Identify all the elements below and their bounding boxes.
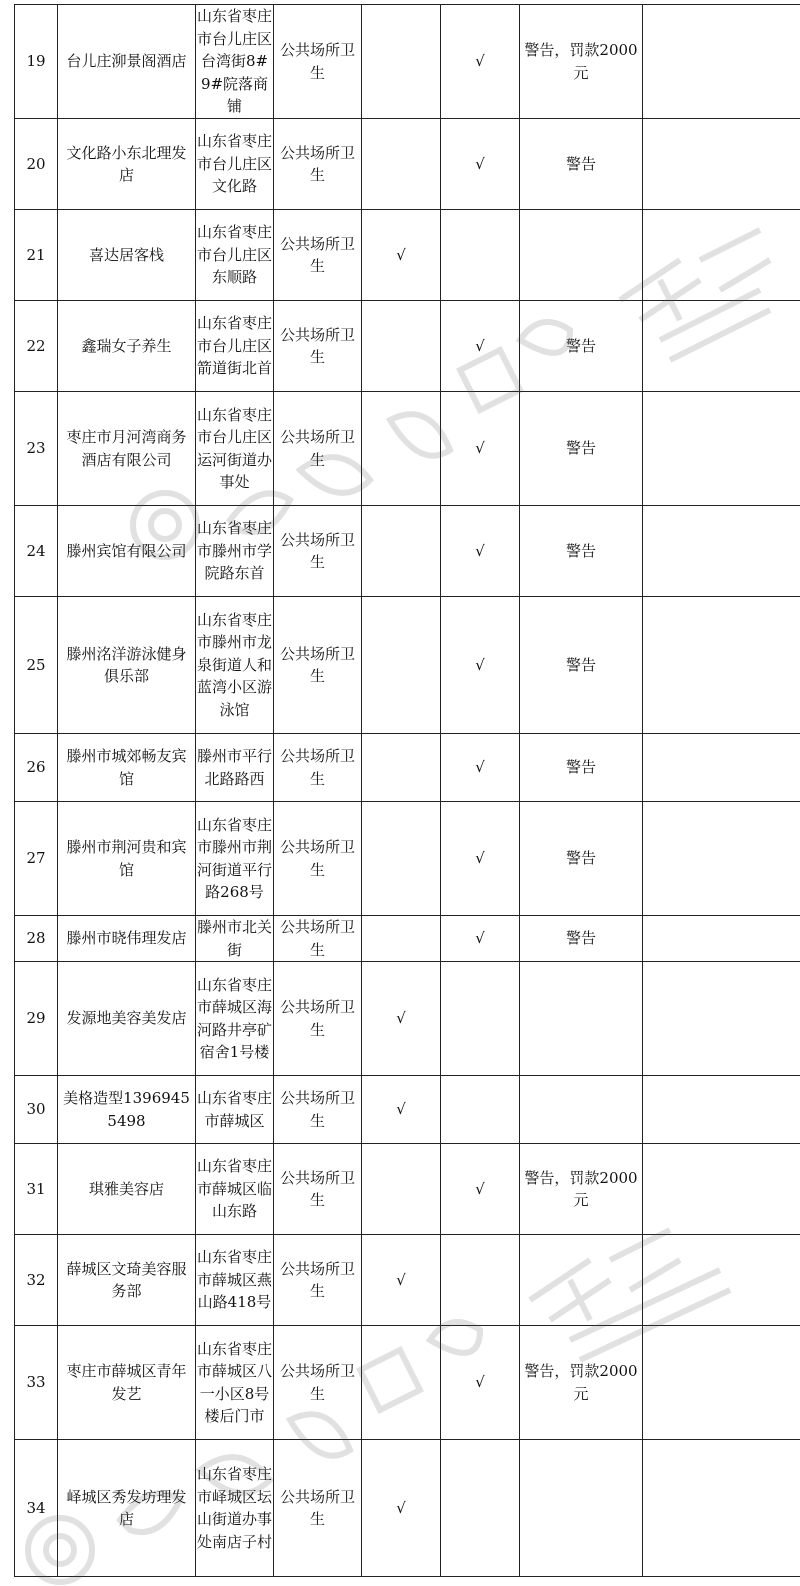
- cell-check-noncompliant: [441, 210, 520, 301]
- cell-penalty: 警告，罚款2000元: [520, 5, 643, 119]
- cell-row-number: 33: [15, 1326, 58, 1440]
- cell-row-number: 24: [15, 506, 58, 597]
- cell-check-noncompliant: √: [441, 734, 520, 802]
- cell-remark: [643, 210, 800, 301]
- cell-penalty: 警告: [520, 802, 643, 916]
- cell-business-name: 喜达居客栈: [58, 210, 196, 301]
- table-row: [15, 5, 800, 119]
- cell-check-noncompliant: √: [441, 597, 520, 734]
- cell-business-name: 滕州洺洋游泳健身俱乐部: [58, 597, 196, 734]
- cell-remark: [643, 916, 800, 962]
- cell-business-name: 枣庄市月河湾商务酒店有限公司: [58, 392, 196, 506]
- cell-remark: [643, 597, 800, 734]
- cell-check-compliant: [362, 1326, 441, 1440]
- table-row: [15, 802, 800, 916]
- cell-check-noncompliant: √: [441, 506, 520, 597]
- cell-address: 山东省枣庄市台儿庄区东顺路: [196, 210, 274, 301]
- cell-check-compliant: [362, 506, 441, 597]
- cell-business-name: 滕州市城郊畅友宾馆: [58, 734, 196, 802]
- cell-inspection-type: 公共场所卫生: [274, 597, 362, 734]
- cell-check-compliant: [362, 5, 441, 119]
- cell-address: 山东省枣庄市台儿庄区运河街道办事处: [196, 392, 274, 506]
- cell-penalty: 警告，罚款2000元: [520, 1144, 643, 1235]
- cell-row-number: 21: [15, 210, 58, 301]
- table-row: [15, 1326, 800, 1440]
- table-row: [15, 1076, 800, 1144]
- cell-business-name: 滕州市晓伟理发店: [58, 916, 196, 962]
- table-row: [15, 119, 800, 210]
- cell-business-name: 发源地美容美发店: [58, 962, 196, 1076]
- cell-penalty: [520, 962, 643, 1076]
- cell-row-number: 20: [15, 119, 58, 210]
- cell-check-compliant: √: [362, 1235, 441, 1326]
- cell-check-compliant: [362, 916, 441, 962]
- cell-address: 山东省枣庄市薛城区燕山路418号: [196, 1235, 274, 1326]
- cell-inspection-type: 公共场所卫生: [274, 802, 362, 916]
- cell-penalty: [520, 1440, 643, 1577]
- cell-inspection-type: 公共场所卫生: [274, 1144, 362, 1235]
- cell-penalty: 警告，罚款2000元: [520, 1326, 643, 1440]
- cell-business-name: 鑫瑞女子养生: [58, 301, 196, 392]
- cell-check-noncompliant: √: [441, 1144, 520, 1235]
- cell-business-name: 文化路小东北理发店: [58, 119, 196, 210]
- cell-row-number: 25: [15, 597, 58, 734]
- cell-address: 山东省枣庄市薛城区: [196, 1076, 274, 1144]
- table-row: [15, 1440, 800, 1577]
- cell-address: 山东省枣庄市薛城区临山东路: [196, 1144, 274, 1235]
- cell-penalty: 警告: [520, 506, 643, 597]
- cell-inspection-type: 公共场所卫生: [274, 734, 362, 802]
- cell-check-compliant: [362, 734, 441, 802]
- cell-remark: [643, 734, 800, 802]
- cell-address: 山东省枣庄市滕州市龙泉街道人和蓝湾小区游泳馆: [196, 597, 274, 734]
- cell-penalty: [520, 1076, 643, 1144]
- cell-row-number: 27: [15, 802, 58, 916]
- cell-business-name: 枣庄市薛城区青年发艺: [58, 1326, 196, 1440]
- cell-row-number: 23: [15, 392, 58, 506]
- cell-row-number: 26: [15, 734, 58, 802]
- cell-check-noncompliant: √: [441, 5, 520, 119]
- cell-business-name: 滕州宾馆有限公司: [58, 506, 196, 597]
- cell-address: 山东省枣庄市薛城区海河路井亭矿宿舍1号楼: [196, 962, 274, 1076]
- cell-check-noncompliant: √: [441, 916, 520, 962]
- cell-business-name: 峄城区秀发坊理发店: [58, 1440, 196, 1577]
- table-row: [15, 734, 800, 802]
- cell-remark: [643, 962, 800, 1076]
- cell-check-noncompliant: [441, 962, 520, 1076]
- cell-inspection-type: 公共场所卫生: [274, 119, 362, 210]
- table-row: [15, 962, 800, 1076]
- penalty-table: [14, 4, 800, 1577]
- cell-remark: [643, 119, 800, 210]
- table-row: [15, 506, 800, 597]
- cell-check-compliant: [362, 802, 441, 916]
- cell-check-compliant: √: [362, 1440, 441, 1577]
- cell-penalty: 警告: [520, 301, 643, 392]
- table-row: [15, 916, 800, 962]
- cell-row-number: 28: [15, 916, 58, 962]
- cell-inspection-type: 公共场所卫生: [274, 916, 362, 962]
- cell-remark: [643, 1440, 800, 1577]
- cell-row-number: 34: [15, 1440, 58, 1577]
- cell-address: 山东省枣庄市滕州市学院路东首: [196, 506, 274, 597]
- cell-remark: [643, 1326, 800, 1440]
- cell-remark: [643, 1235, 800, 1326]
- table-row: [15, 1235, 800, 1326]
- cell-remark: [643, 1144, 800, 1235]
- cell-inspection-type: 公共场所卫生: [274, 392, 362, 506]
- table-row: [15, 1144, 800, 1235]
- cell-check-compliant: √: [362, 210, 441, 301]
- cell-check-compliant: √: [362, 962, 441, 1076]
- cell-business-name: 滕州市荆河贵和宾馆: [58, 802, 196, 916]
- cell-penalty: [520, 210, 643, 301]
- table-row: [15, 597, 800, 734]
- cell-address: 山东省枣庄市薛城区八一小区8号楼后门市: [196, 1326, 274, 1440]
- cell-address: 山东省枣庄市台儿庄区台湾街8#9#院落商铺: [196, 5, 274, 119]
- cell-remark: [643, 301, 800, 392]
- table-body: [15, 5, 800, 1577]
- cell-penalty: [520, 1235, 643, 1326]
- cell-inspection-type: 公共场所卫生: [274, 1076, 362, 1144]
- cell-inspection-type: 公共场所卫生: [274, 1235, 362, 1326]
- cell-check-noncompliant: √: [441, 119, 520, 210]
- cell-row-number: 29: [15, 962, 58, 1076]
- cell-inspection-type: 公共场所卫生: [274, 5, 362, 119]
- cell-check-compliant: [362, 1144, 441, 1235]
- table-row: [15, 210, 800, 301]
- cell-business-name: 台儿庄泖景阁酒店: [58, 5, 196, 119]
- cell-check-noncompliant: √: [441, 301, 520, 392]
- cell-inspection-type: 公共场所卫生: [274, 506, 362, 597]
- cell-penalty: 警告: [520, 734, 643, 802]
- cell-check-noncompliant: √: [441, 802, 520, 916]
- cell-inspection-type: 公共场所卫生: [274, 210, 362, 301]
- cell-inspection-type: 公共场所卫生: [274, 301, 362, 392]
- cell-row-number: 22: [15, 301, 58, 392]
- cell-remark: [643, 392, 800, 506]
- cell-address: 山东省枣庄市滕州市荆河街道平行路268号: [196, 802, 274, 916]
- table-row: [15, 301, 800, 392]
- cell-penalty: 警告: [520, 119, 643, 210]
- cell-address: 山东省枣庄市台儿庄区文化路: [196, 119, 274, 210]
- cell-check-noncompliant: [441, 1235, 520, 1326]
- cell-check-compliant: [362, 392, 441, 506]
- cell-check-noncompliant: [441, 1076, 520, 1144]
- cell-remark: [643, 5, 800, 119]
- cell-check-compliant: √: [362, 1076, 441, 1144]
- cell-inspection-type: 公共场所卫生: [274, 962, 362, 1076]
- cell-remark: [643, 1076, 800, 1144]
- cell-check-noncompliant: √: [441, 1326, 520, 1440]
- cell-row-number: 30: [15, 1076, 58, 1144]
- cell-address: 滕州市北关街: [196, 916, 274, 962]
- cell-inspection-type: 公共场所卫生: [274, 1326, 362, 1440]
- cell-inspection-type: 公共场所卫生: [274, 1440, 362, 1577]
- cell-row-number: 31: [15, 1144, 58, 1235]
- cell-check-compliant: [362, 119, 441, 210]
- cell-address: 山东省枣庄市台儿庄区箭道街北首: [196, 301, 274, 392]
- cell-business-name: 美格造型13969455498: [58, 1076, 196, 1144]
- cell-remark: [643, 506, 800, 597]
- cell-penalty: 警告: [520, 597, 643, 734]
- cell-row-number: 19: [15, 5, 58, 119]
- cell-penalty: 警告: [520, 392, 643, 506]
- table-row: [15, 392, 800, 506]
- cell-business-name: 薛城区文琦美容服务部: [58, 1235, 196, 1326]
- cell-penalty: 警告: [520, 916, 643, 962]
- cell-address: 滕州市平行北路路西: [196, 734, 274, 802]
- cell-check-compliant: [362, 301, 441, 392]
- cell-check-noncompliant: [441, 1440, 520, 1577]
- cell-row-number: 32: [15, 1235, 58, 1326]
- cell-check-compliant: [362, 597, 441, 734]
- cell-check-noncompliant: √: [441, 392, 520, 506]
- cell-business-name: 琪雅美容店: [58, 1144, 196, 1235]
- cell-address: 山东省枣庄市峄城区坛山街道办事处南店子村: [196, 1440, 274, 1577]
- cell-remark: [643, 802, 800, 916]
